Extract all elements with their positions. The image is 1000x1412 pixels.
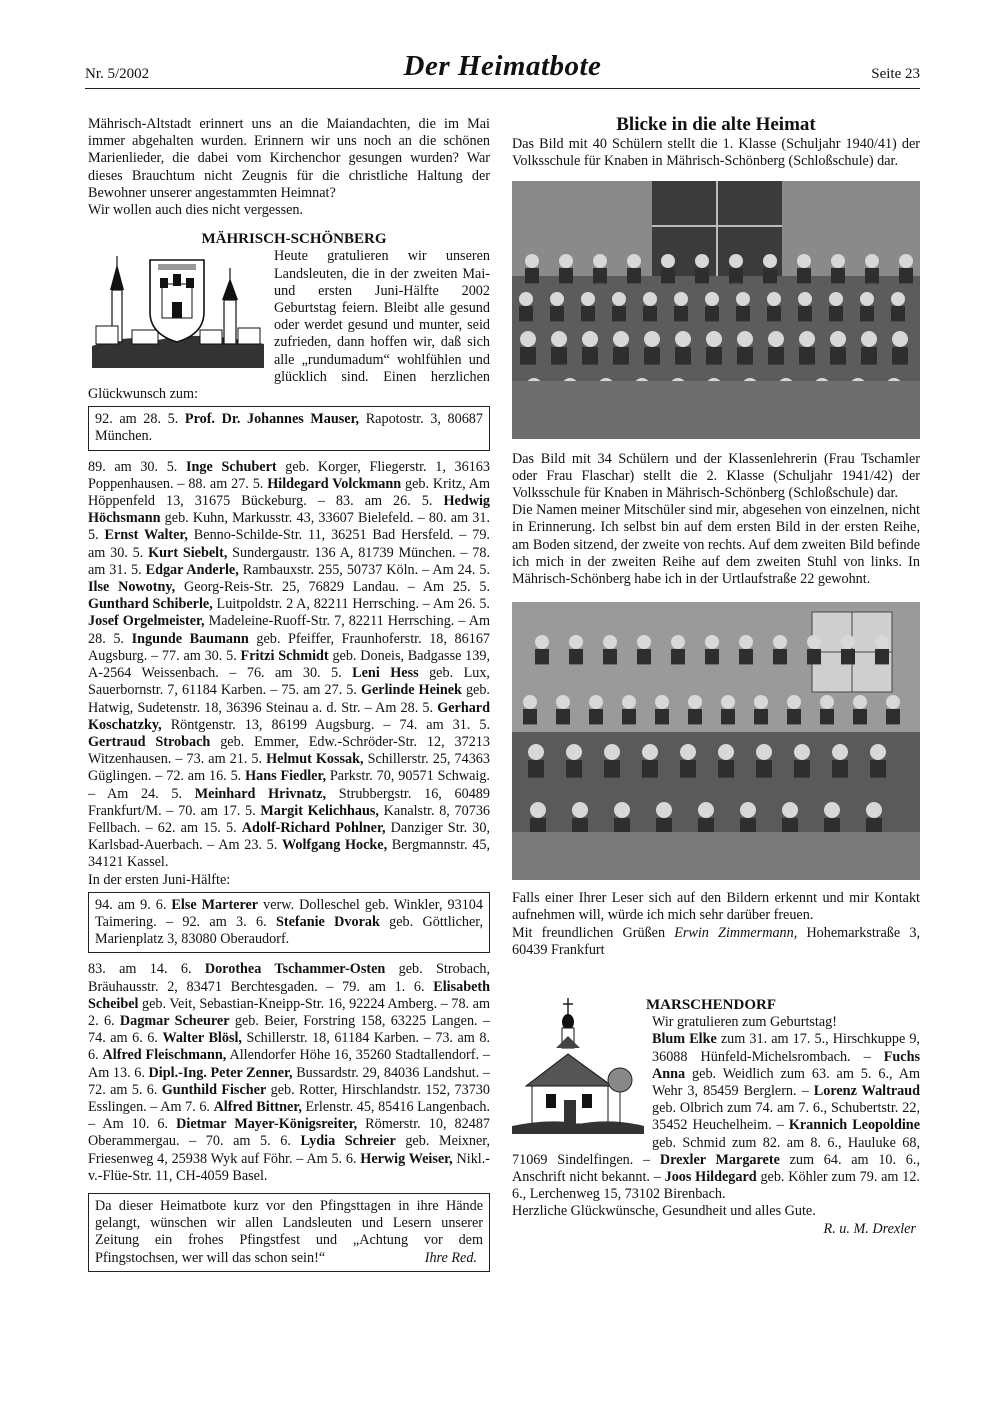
person-name: Helmut Kossak, [266, 751, 364, 768]
student-face [729, 254, 743, 268]
birthday-list-marschendorf: Blum Elke zum 31. am 17. 5., Hirschkuppe 9, 36088 Hünfeld-Michelsrombach. – Fuchs Anna geb. Weidlich zum 63. am 5. 6., Am Wehr 3, 85459 Berglern. – Lorenz Waltraud geb. Olbrich zum 74. am 7. 6., Schubertstr. 22, 35452 Heuchelheim. – Krannich Leopoldine geb. Schmid zum 82. am 8. 6., Hauluke 68, 71069 Sindelfingen. – Drexler Margarete zum 64. am 10. 6., Anschrift nicht bekannt. – Joos Hildegard geb. Köhler zum 79. am 12. 6., Lerchenweg 15, 73102 Birenbach. [512, 1031, 920, 1203]
person-name: Gerlinde Heinek [360, 682, 462, 699]
student-face [865, 254, 879, 268]
person-name: Elisabeth Scheibel [88, 978, 490, 1012]
student-face [627, 254, 641, 268]
student-face [593, 254, 607, 268]
person-name: Blum Elke [652, 1031, 717, 1048]
student-face [559, 254, 573, 268]
person-name: Dagmar Scheurer [119, 1012, 230, 1029]
student-face [799, 331, 815, 347]
person-name: Ernst Walter, [104, 527, 188, 544]
article-title: Blicke in die alte Heimat [616, 114, 816, 135]
issue-number: Nr. 5/2002 [85, 66, 150, 82]
photo1-caption: Das Bild mit 40 Schülern stellt die 1. Klasse (Schuljahr 1940/41) der Volksschule für Knaben in Mährisch-Schönberg (Schloßschule) dar. [512, 136, 920, 170]
highlight-box-92 [88, 406, 490, 450]
student-face [797, 254, 811, 268]
student-face [860, 292, 874, 306]
person-name: Lorenz Waltraud [813, 1083, 920, 1100]
person-name: Dorothea Tschammer-Osten [204, 961, 386, 978]
town-coat-of-arms-illustration [88, 250, 266, 368]
student-face [655, 695, 669, 709]
student-face [829, 292, 843, 306]
student-face [832, 744, 848, 760]
person-name: Fuchs Anna [652, 1048, 920, 1082]
student-face [680, 744, 696, 760]
student-face [644, 331, 660, 347]
student-face [891, 292, 905, 306]
pentecost-note: Da dieser Heimatbote kurz vor den Pfingsttagen in ihre Hände gelangt, wünschen wir allen Landsleuten und Lesern unserer Zeitung ein frohes Pfingstfest und „Achtung vor dem Pfingstochsen, wer will das schon sein!“ Ihre Red. [95, 1197, 483, 1266]
student-face [674, 292, 688, 306]
student-face [756, 744, 772, 760]
student-face [798, 292, 812, 306]
student-face [739, 635, 753, 649]
person-name: Fritzi Schmidt [240, 647, 329, 664]
student-face [718, 744, 734, 760]
student-face [754, 695, 768, 709]
box1-suffix: Rapotostr. 3, 80687 München. [95, 411, 483, 445]
student-face [841, 635, 855, 649]
person-name: Walter Blösl, [162, 1030, 242, 1047]
person-name: Gerhard Koschatzky, [88, 699, 490, 733]
header-rule [85, 88, 920, 89]
person-name: Wolfgang Hocke, [281, 837, 388, 854]
student-face [675, 331, 691, 347]
person-name: Hedwig Höchsmann [88, 493, 490, 527]
student-face [661, 254, 675, 268]
student-face [622, 695, 636, 709]
left-column [88, 116, 490, 1280]
student-face [737, 331, 753, 347]
person-name: Herwig Weiser, [360, 1150, 453, 1167]
student-face [782, 802, 798, 818]
person-name: Adolf-Richard Pohlner, [241, 819, 386, 836]
june-label: In der ersten Juni-Hälfte: [88, 871, 231, 888]
person-name: Alfred Fleischmann, [102, 1047, 227, 1064]
person-name: Stefanie Dvorak [275, 913, 380, 930]
student-face [637, 635, 651, 649]
student-face [886, 695, 900, 709]
person-name: Meinhard Hrivnatz, [194, 785, 327, 802]
person-name: Lydia Schreier [300, 1133, 396, 1150]
box1-prefix: 92. am 28. 5. [95, 411, 185, 428]
person-name: Gertraud Strobach [88, 733, 211, 750]
student-face [705, 292, 719, 306]
student-face [671, 635, 685, 649]
photo2-caption: Das Bild mit 34 Schülern und der Klassenlehrerin (Frau Tschamler oder Frau Flaschar) stellt die 2. Klasse (Schuljahr 1941/42) der Volksschule für Knaben in Mährisch-Schönberg (Schloßschule) dar. [512, 450, 920, 502]
person-name: Edgar Anderle, [145, 561, 239, 578]
student-face [582, 331, 598, 347]
intro-closing: Wir wollen auch dies nicht vergessen. [88, 202, 304, 219]
student-face [656, 802, 672, 818]
person-name: Ilse Nowotny, [88, 579, 176, 596]
student-face [824, 802, 840, 818]
student-face [899, 254, 913, 268]
student-face [705, 635, 719, 649]
student-face [866, 802, 882, 818]
student-face [530, 802, 546, 818]
right-column [512, 116, 920, 1238]
student-face [572, 802, 588, 818]
student-face [614, 802, 630, 818]
section-title-marschendorf: MARSCHENDORF [646, 997, 776, 1014]
student-face [853, 695, 867, 709]
student-face [767, 292, 781, 306]
student-face [807, 635, 821, 649]
person-name: Kurt Siebelt, [148, 544, 228, 561]
class-photo-1941 [512, 602, 920, 880]
person-name: Joos Hildegard [664, 1169, 757, 1186]
person-name: Alfred Bittner, [213, 1098, 302, 1115]
student-face [569, 635, 583, 649]
student-face [566, 744, 582, 760]
person-name: Krannich Leopoldine [788, 1117, 920, 1134]
student-face [875, 635, 889, 649]
student-face [589, 695, 603, 709]
student-face [861, 331, 877, 347]
pentecost-note-signature: Ihre Red. [424, 1249, 477, 1266]
student-face [520, 331, 536, 347]
masthead-title: Der Heimatbote [403, 50, 602, 82]
person-name: Gunthard Schiberle, [88, 596, 213, 613]
author-name: Erwin Zimmermann, [674, 924, 798, 941]
student-face [523, 695, 537, 709]
student-face [736, 292, 750, 306]
person-name: Gunthild Fischer [161, 1081, 267, 1098]
pentecost-note-box [88, 1193, 490, 1272]
birthday-list-june: 83. am 14. 6. Dorothea Tschammer-Osten geb. Strobach, Bräuhausstr. 2, 83471 Berchtesgaden. – 79. am 1. 6. Elisabeth Scheibel geb. Veit, Sebastian-Kneipp-Str. 16, 92224 Amberg. – 78. am 2. 6. Dagmar Scheurer geb. Beier, Forstring 158, 63225 Langen. – 74. am 6. 6. Walter Blösl, Schillerstr. 18, 61184 Karben. – 73. am 8. 6. Alfred Fleischmann, Allendorfer Höhe 16, 35260 Stadtallendorf. – Am 13. 6. Dipl.-Ing. Peter Zenner, Bussardstr. 29, 84036 Landshut. – 72. am 5. 6. Gunthild Fischer geb. Rotter, Hirschlandstr. 152, 73730 Esslingen. – Am 7. 6. Alfred Bittner, Erlenstr. 45, 85416 Langenbach. – Am 10. 6. Dietmar Mayer-Königsreiter, Römerstr. 10, 82487 Oberammergau. – 70. am 5. 6. Lydia Schreier geb. Meixner, Friesenweg 4, 25938 Wyk auf Föhr. – Am 5. 6. Herwig Weiser, Nikl.-v.-Flüe-Str. 11, CH-4059 Basel. [88, 961, 491, 1184]
student-face [787, 695, 801, 709]
student-face [706, 331, 722, 347]
page-number: Seite 23 [871, 66, 920, 82]
person-name: Inge Schubert [186, 458, 277, 475]
class-photo-1940 [512, 181, 920, 439]
greeting-paragraph: Heute gratulieren wir unseren Landsleuten, die in der zweiten Mai- und ersten Juni-Hälfte 2002 Geburtstag feiern. Bleibt alle gesund oder werdet gesund und munter, seid zufrieden, dann hoffen wir, daß sich alle „rundumadum“ wohlfühlen und glücklich sind. Einen herzlichen Glückwunsch zum: [88, 248, 490, 403]
student-face [550, 292, 564, 306]
person-name: Else Marterer [171, 896, 259, 913]
student-face [642, 744, 658, 760]
student-face [721, 695, 735, 709]
person-name: Drexler Margarete [659, 1151, 780, 1168]
person-name: Leni Hess [352, 665, 419, 682]
student-face [551, 331, 567, 347]
student-face [695, 254, 709, 268]
student-face [688, 695, 702, 709]
student-face [643, 292, 657, 306]
person-name: Josef Orgelmeister, [88, 613, 205, 630]
section-title-maehrisch-schoenberg: MÄHRISCH-SCHÖNBERG [201, 231, 387, 248]
student-face [831, 254, 845, 268]
student-face [612, 292, 626, 306]
page-header [85, 50, 920, 88]
congrats-line: Wir gratulieren zum Geburtstag! [652, 1014, 837, 1031]
closing-line: Herzliche Glückwünsche, Gesundheit und alles Gute. [512, 1203, 816, 1220]
student-face [525, 254, 539, 268]
person-name: Hans Fiedler, [245, 768, 327, 785]
student-face [535, 635, 549, 649]
student-face [528, 744, 544, 760]
student-face [698, 802, 714, 818]
contact-paragraph: Falls einer Ihrer Leser sich auf den Bildern erkennt und mir Kontakt aufnehmen will, würde ich mich sehr darüber freuen. [512, 890, 920, 924]
birthday-list-may: 89. am 30. 5. Inge Schubert geb. Korger, Fliegerstr. 1, 36163 Poppenhausen. – 88. am 27. 5. Hildegard Volckmann geb. Kritz, Am Höppenfeld 13, 31675 Bückeburg. – 83. am 26. 5. Hedwig Höchsmann geb. Kuhn, Markusstr. 43, 33607 Bielefeld. – 80. am 31. 5. Ernst Walter, Benno-Schilde-Str. 11, 36251 Bad Hersfeld. – 79. am 30. 5. Kurt Siebelt, Sundergaustr. 136 A, 81739 München. – 78. am 31. 5. Edgar Anderle, Rambauxstr. 255, 50737 Köln. – Am 24. 5. Ilse Nowotny, Georg-Reis-Str. 25, 76829 Landau. – Am 25. 5. Gunthard Schiberle, Luitpoldstr. 2 A, 82211 Herrsching. – Am 26. 5. Josef Orgelmeister, Madeleine-Ruoff-Str. 7, 82211 Herrsching. – Am 28. 5. Ingunde Baumann geb. Pfeiffer, Fraunhoferstr. 18, 86167 Augsburg. – 77. am 30. 5. Fritzi Schmidt geb. Doneis, Badgasse 139, A-2564 Weissenbach. – 76. am 30. 5. Leni Hess geb. Lux, Sauerbornstr. 7, 61184 Karben. – 75. am 27. 5. Gerlinde Heinek geb. Hatwig, Sudetenstr. 18, 36396 Steinau a. d. Str. – Am 28. 5. Gerhard Koschatzky, Röntgenstr. 13, 86199 Augsburg. – 74. am 31. 5. Gertraud Strobach geb. Emmer, Edw.-Schröder-Str. 12, 37213 Witzenhausen. – 73. am 21. 5. Helmut Kossak, Schillerstr. 25, 74363 Güglingen. – 72. am 16. 5. Hans Fiedler, Parkstr. 70, 90571 Schwaig. – Am 24. 5. Meinhard Hrivnatz, Strubbergstr. 16, 60489 Frankfurt/M. – 70. am 17. 5. Margit Kelichhaus, Kanalstr. 8, 70736 Fellbach. – 62. am 15. 5. Adolf-Richard Pohlner, Danziger Str. 30, Karlsbad-Auerbach. – Am 23. 5. Wolfgang Hocke, Bergmannstr. 45, 34121 Kassel. [88, 458, 491, 871]
student-face [613, 331, 629, 347]
highlight-box-june [88, 892, 490, 954]
student-face [581, 292, 595, 306]
memories-paragraph: Die Namen meiner Mitschüler sind mir, abgesehen von einzelnen, nicht in Erinnerung. Ich selbst bin auf dem ersten Bild in der ersten Reihe, am Boden sitzend, der zweite von rechts. Auf dem zweiten Bild befinde ich mich in der zweiten Reihe auf dem zweiten Stuhl von links. In Mährisch-Schönberg habe ich in der Urtlaufstraße 22 gewohnt. [512, 502, 920, 588]
student-face [768, 331, 784, 347]
person-name: Hildegard Volckmann [267, 475, 402, 492]
student-face [870, 744, 886, 760]
person-name: Dipl.-Ing. Peter Zenner, [148, 1064, 293, 1081]
student-face [830, 331, 846, 347]
student-face [773, 635, 787, 649]
student-face [763, 254, 777, 268]
student-face [519, 292, 533, 306]
person-name: Dietmar Mayer-Königsreiter, [176, 1116, 358, 1133]
box1-name: Prof. Dr. Johannes Mauser, [184, 411, 360, 428]
student-face [740, 802, 756, 818]
student-face [892, 331, 908, 347]
student-face [794, 744, 810, 760]
church-illustration [512, 996, 644, 1134]
student-face [820, 695, 834, 709]
regards-line: Mit freundlichen Grüßen Erwin Zimmermann, Hohemarkstraße 3, 60439 Frankfurt [512, 924, 920, 958]
june-highlight-list: 94. am 9. 6. Else Marterer verw. Dolleschel geb. Winkler, 93104 Taimering. – 92. am 3. 6. Stefanie Dvorak geb. Göttlicher, Marienplatz 3, 83080 Oberaudorf. [95, 896, 484, 948]
student-face [604, 744, 620, 760]
student-face [556, 695, 570, 709]
person-name: Margit Kelichhaus, [260, 802, 379, 819]
signature: R. u. M. Drexler [823, 1220, 916, 1237]
person-name: Ingunde Baumann [131, 630, 249, 647]
intro-paragraph: Mährisch-Altstadt erinnert uns an die Maiandachten, die im Mai immer abgehalten wurden. Erinnern wir uns noch an die schönen Marienlieder, die dabei vom Kirchenchor gesungen wurden? War dieses Brauchtum nicht Zeugnis für die christliche Haltung der Bewohner unserer angestammten Heimnat? [88, 116, 490, 201]
student-face [603, 635, 617, 649]
